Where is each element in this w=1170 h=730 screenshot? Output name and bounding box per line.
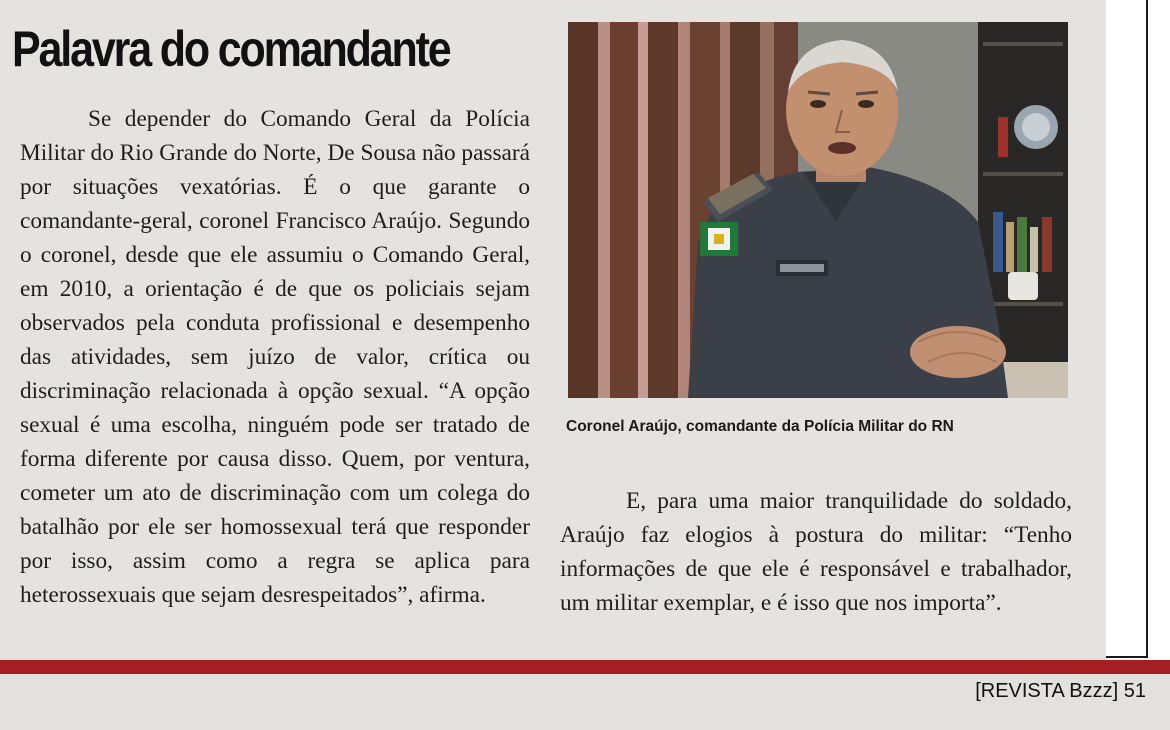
photo-caption: Coronel Araújo, comandante da Polícia Militar do RN [566, 418, 954, 435]
page-number: 51 [1123, 680, 1146, 702]
commander-photo [568, 22, 1068, 398]
page-folio [975, 680, 1146, 703]
magazine-name: [REVISTA Bzzz] [975, 680, 1119, 702]
article-heading: Palavra do comandante [12, 21, 450, 77]
footer-accent-band [0, 660, 1170, 674]
page-edge-bottom-rule [1106, 656, 1148, 658]
page-edge [1106, 0, 1170, 660]
article-paragraph-1: Se depender do Comando Geral da Polícia Militar do Rio Grande do Norte, De Sousa não passará por situações vexatórias. É o que garante o comandante-geral, coronel Francisco Araújo. Segundo o coronel, desde que ele assumiu o Comando Geral, em 2010, a orientação é de que os policiais sejam observados pela conduta profissional e desempenho das atividades, sem juízo de valor, crítica ou discriminação relacionada à opção sexual. “A opção sexual é uma escolha, ninguém pode ser tratado de forma diferente por causa disso. Quem, por ventura, cometer um ato de discriminação com um colega do batalhão por ele ser homossexual terá que responder por isso, assim como a regra se aplica para heterossexuais que sejam desrespeitados”, afirma. [20, 106, 530, 608]
article-paragraph-2: E, para uma maior tranquilidade do soldado, Araújo faz elogios à postura do militar: “Tenho informações de que ele é responsável e trabalhador, um militar exemplar, e é isso que nos importa”. [560, 488, 1072, 616]
page-edge-rule [1146, 0, 1148, 656]
